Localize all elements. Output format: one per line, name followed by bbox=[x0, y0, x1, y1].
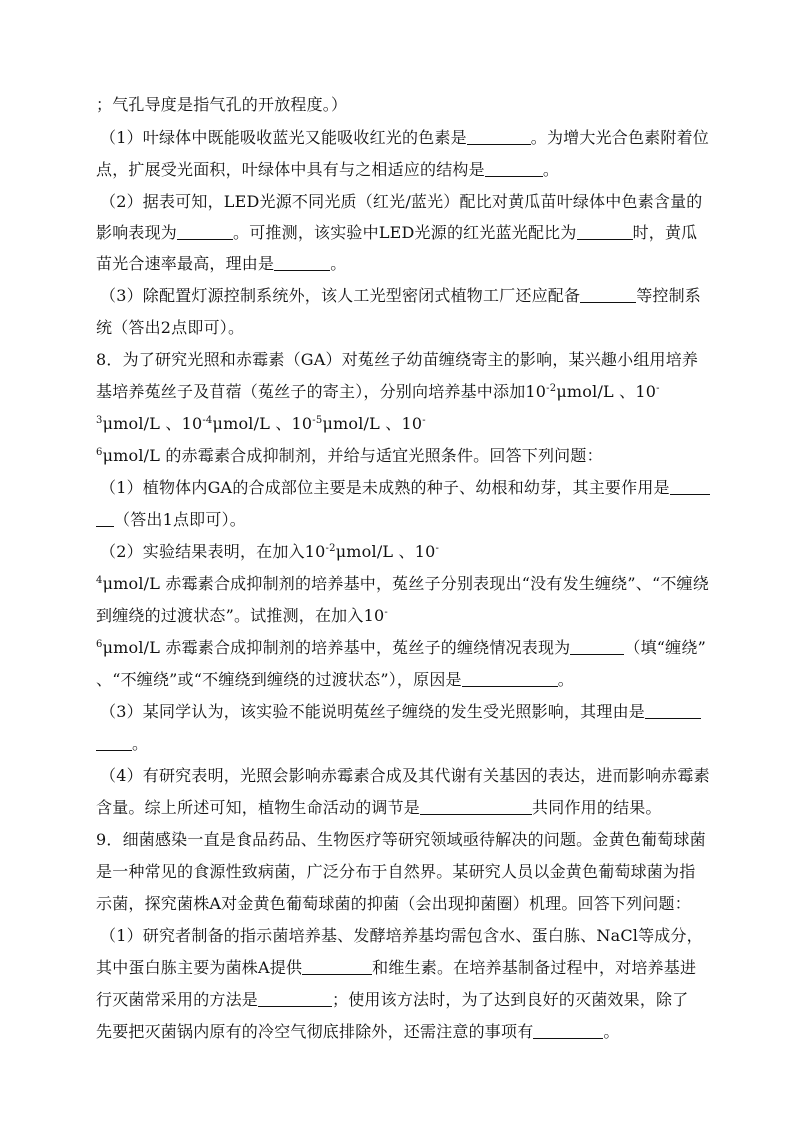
text: 影响表现为 bbox=[96, 223, 178, 242]
text: （2）据表可知，LED光源不同光质（红光/蓝光）配比对黄瓜苗叶绿体中色素含量的 bbox=[100, 192, 703, 211]
text: μmol/L 赤霉素合成抑制剂的培养基中，菟丝子的缠绕情况表现为 bbox=[102, 638, 571, 657]
answer-blank[interactable] bbox=[645, 702, 701, 719]
answer-blank[interactable] bbox=[670, 478, 710, 495]
superscript: -2 bbox=[325, 543, 336, 554]
text: 。为增大光合色素附着位 bbox=[530, 128, 709, 147]
superscript: - bbox=[656, 383, 660, 394]
text: ；气孔导度是指气孔的开放程度。） bbox=[96, 95, 348, 114]
text: 。 bbox=[330, 254, 347, 273]
text-line bbox=[96, 223, 700, 243]
text-line bbox=[96, 1022, 700, 1042]
text: 9．细菌感染一直是食品药品、生物医疗等研究领域亟待解决的问题。金黄色葡萄球菌 bbox=[96, 830, 706, 849]
text-line bbox=[96, 670, 700, 690]
text: （3）除配置灯源控制系统外，该人工光型密闭式植物工厂还应配备 bbox=[100, 286, 581, 305]
superscript: 3 bbox=[96, 415, 103, 426]
text-line bbox=[96, 414, 700, 434]
text: 行灭菌常采用的方法是 bbox=[96, 990, 259, 1009]
superscript: - bbox=[435, 543, 440, 554]
q8-3-line bbox=[100, 702, 704, 722]
text: （1）研究者制备的指示菌培养基、发酵培养基均需包含水、蛋白胨、NaCl等成分， bbox=[100, 926, 703, 945]
text-line bbox=[96, 95, 700, 115]
superscript: 6 bbox=[96, 447, 103, 458]
q7-2-line bbox=[100, 192, 704, 212]
text-line bbox=[96, 862, 700, 882]
answer-blank[interactable] bbox=[420, 798, 532, 815]
text: μmol/L 、10 bbox=[212, 414, 313, 433]
text: ；使用该方法时，为了达到良好的灭菌效果，除了 bbox=[332, 990, 689, 1009]
text: μmol/L 、10 bbox=[556, 382, 657, 401]
answer-blank[interactable] bbox=[96, 510, 114, 527]
q9-1-line bbox=[100, 926, 704, 946]
text: （答出1点即可）。 bbox=[114, 510, 246, 529]
text: （3）某同学认为，该实验不能说明菟丝子缠绕的发生受光照影响，其理由是 bbox=[100, 702, 645, 721]
text: μmol/L 的赤霉素合成抑制剂，并给与适宜光照条件。回答下列问题： bbox=[102, 446, 603, 465]
text: 共同作用的结果。 bbox=[532, 798, 662, 817]
text: μmol/L 、10 bbox=[322, 414, 423, 433]
text: 其中蛋白胨主要为菌株A提供 bbox=[96, 958, 303, 977]
text-line bbox=[96, 160, 700, 180]
answer-blank[interactable] bbox=[485, 160, 543, 177]
q8-4-line bbox=[100, 766, 710, 786]
superscript: - bbox=[422, 415, 426, 426]
text-line bbox=[96, 574, 709, 594]
answer-blank[interactable] bbox=[274, 254, 330, 271]
text: （2）实验结果表明，在加入10 bbox=[100, 542, 326, 561]
text: （1）叶绿体中既能吸收蓝光又能吸收红光的色素是 bbox=[100, 128, 467, 147]
q8-2-line bbox=[100, 542, 704, 562]
text: 到缠绕的过渡状态”。试推测，在加入10 bbox=[96, 606, 385, 625]
text: 和维生素。在培养基制备过程中，对培养基进 bbox=[372, 958, 697, 977]
text: μmol/L 、10 bbox=[102, 414, 203, 433]
text: μmol/L 、10 bbox=[335, 542, 436, 561]
q7-3-line bbox=[100, 286, 704, 306]
text: 点，扩展受光面积，叶绿体中具有与之相适应的结构是 bbox=[96, 160, 485, 179]
text: 是一种常见的食源性致病菌，广泛分布于自然界。某研究人员以金黄色葡萄球菌为指 bbox=[96, 862, 696, 881]
text-line bbox=[96, 894, 700, 914]
text-line bbox=[96, 958, 700, 978]
text: （4）有研究表明，光照会影响赤霉素合成及其代谢有关基因的表达，进而影响赤霉素 bbox=[100, 766, 710, 785]
answer-blank[interactable] bbox=[462, 670, 558, 687]
text: 、“不缠绕”或“不缠绕到缠绕的过渡状态”），原因是 bbox=[96, 670, 462, 689]
superscript: 4 bbox=[96, 575, 103, 586]
text: 等控制系 bbox=[636, 286, 701, 305]
q8-1-line bbox=[100, 478, 704, 498]
answer-blank[interactable] bbox=[177, 223, 233, 240]
text-line bbox=[96, 734, 700, 754]
text-line bbox=[96, 446, 700, 466]
superscript: 6 bbox=[96, 639, 103, 650]
answer-blank[interactable] bbox=[96, 734, 132, 751]
answer-blank[interactable] bbox=[258, 990, 332, 1007]
text: 。 bbox=[557, 670, 574, 689]
text: 。 bbox=[603, 1022, 620, 1041]
text-line bbox=[96, 990, 700, 1010]
text: 含量。综上所述可知，植物生命活动的调节是 bbox=[96, 798, 421, 817]
text: 。 bbox=[542, 160, 560, 179]
answer-blank[interactable] bbox=[533, 1022, 603, 1039]
superscript: -4 bbox=[202, 415, 213, 426]
text: 。 bbox=[132, 734, 149, 753]
superscript: - bbox=[384, 607, 388, 618]
answer-blank[interactable] bbox=[570, 638, 624, 655]
text: 苗光合速率最高，理由是 bbox=[96, 254, 275, 273]
answer-blank[interactable] bbox=[580, 286, 636, 303]
superscript: -2 bbox=[546, 383, 557, 394]
text-line bbox=[96, 606, 700, 626]
answer-blank[interactable] bbox=[577, 223, 633, 240]
answer-blank[interactable] bbox=[302, 958, 372, 975]
text: 时，黄瓜 bbox=[632, 223, 698, 242]
superscript: -5 bbox=[312, 415, 323, 426]
text: （填“缠绕” bbox=[624, 638, 706, 657]
text: μmol/L 赤霉素合成抑制剂的培养基中，菟丝子分别表现出“没有发生缠绕”、“不缠绕 bbox=[102, 574, 709, 593]
text-line bbox=[96, 638, 706, 658]
text-line bbox=[96, 382, 700, 402]
q8-title bbox=[96, 350, 700, 370]
text: 8．为了研究光照和赤霉素（GA）对菟丝子幼苗缠绕寄主的影响，某兴趣小组用培养 bbox=[96, 350, 699, 369]
text: 统（答出2点即可）。 bbox=[96, 318, 245, 337]
text: 示菌，探究菌株A对金黄色葡萄球菌的抑菌（会出现抑菌圈）机理。回答下列问题： bbox=[96, 894, 691, 913]
text: （1）植物体内GA的合成部位主要是未成熟的种子、幼根和幼芽，其主要作用是 bbox=[100, 478, 670, 497]
q7-1-line bbox=[100, 128, 709, 148]
text-line bbox=[96, 510, 700, 530]
text: 先要把灭菌锅内原有的冷空气彻底排除外，还需注意的事项有 bbox=[96, 1022, 534, 1041]
text-line bbox=[96, 254, 700, 274]
text-line bbox=[96, 318, 700, 338]
text: 基培养菟丝子及苜蓿（菟丝子的寄主），分别向培养基中添加10 bbox=[96, 382, 547, 401]
text: 。可推测，该实验中LED光源的红光蓝光配比为 bbox=[233, 223, 577, 242]
q9-title bbox=[96, 830, 706, 850]
answer-blank[interactable] bbox=[467, 128, 531, 145]
text-line bbox=[96, 798, 700, 818]
